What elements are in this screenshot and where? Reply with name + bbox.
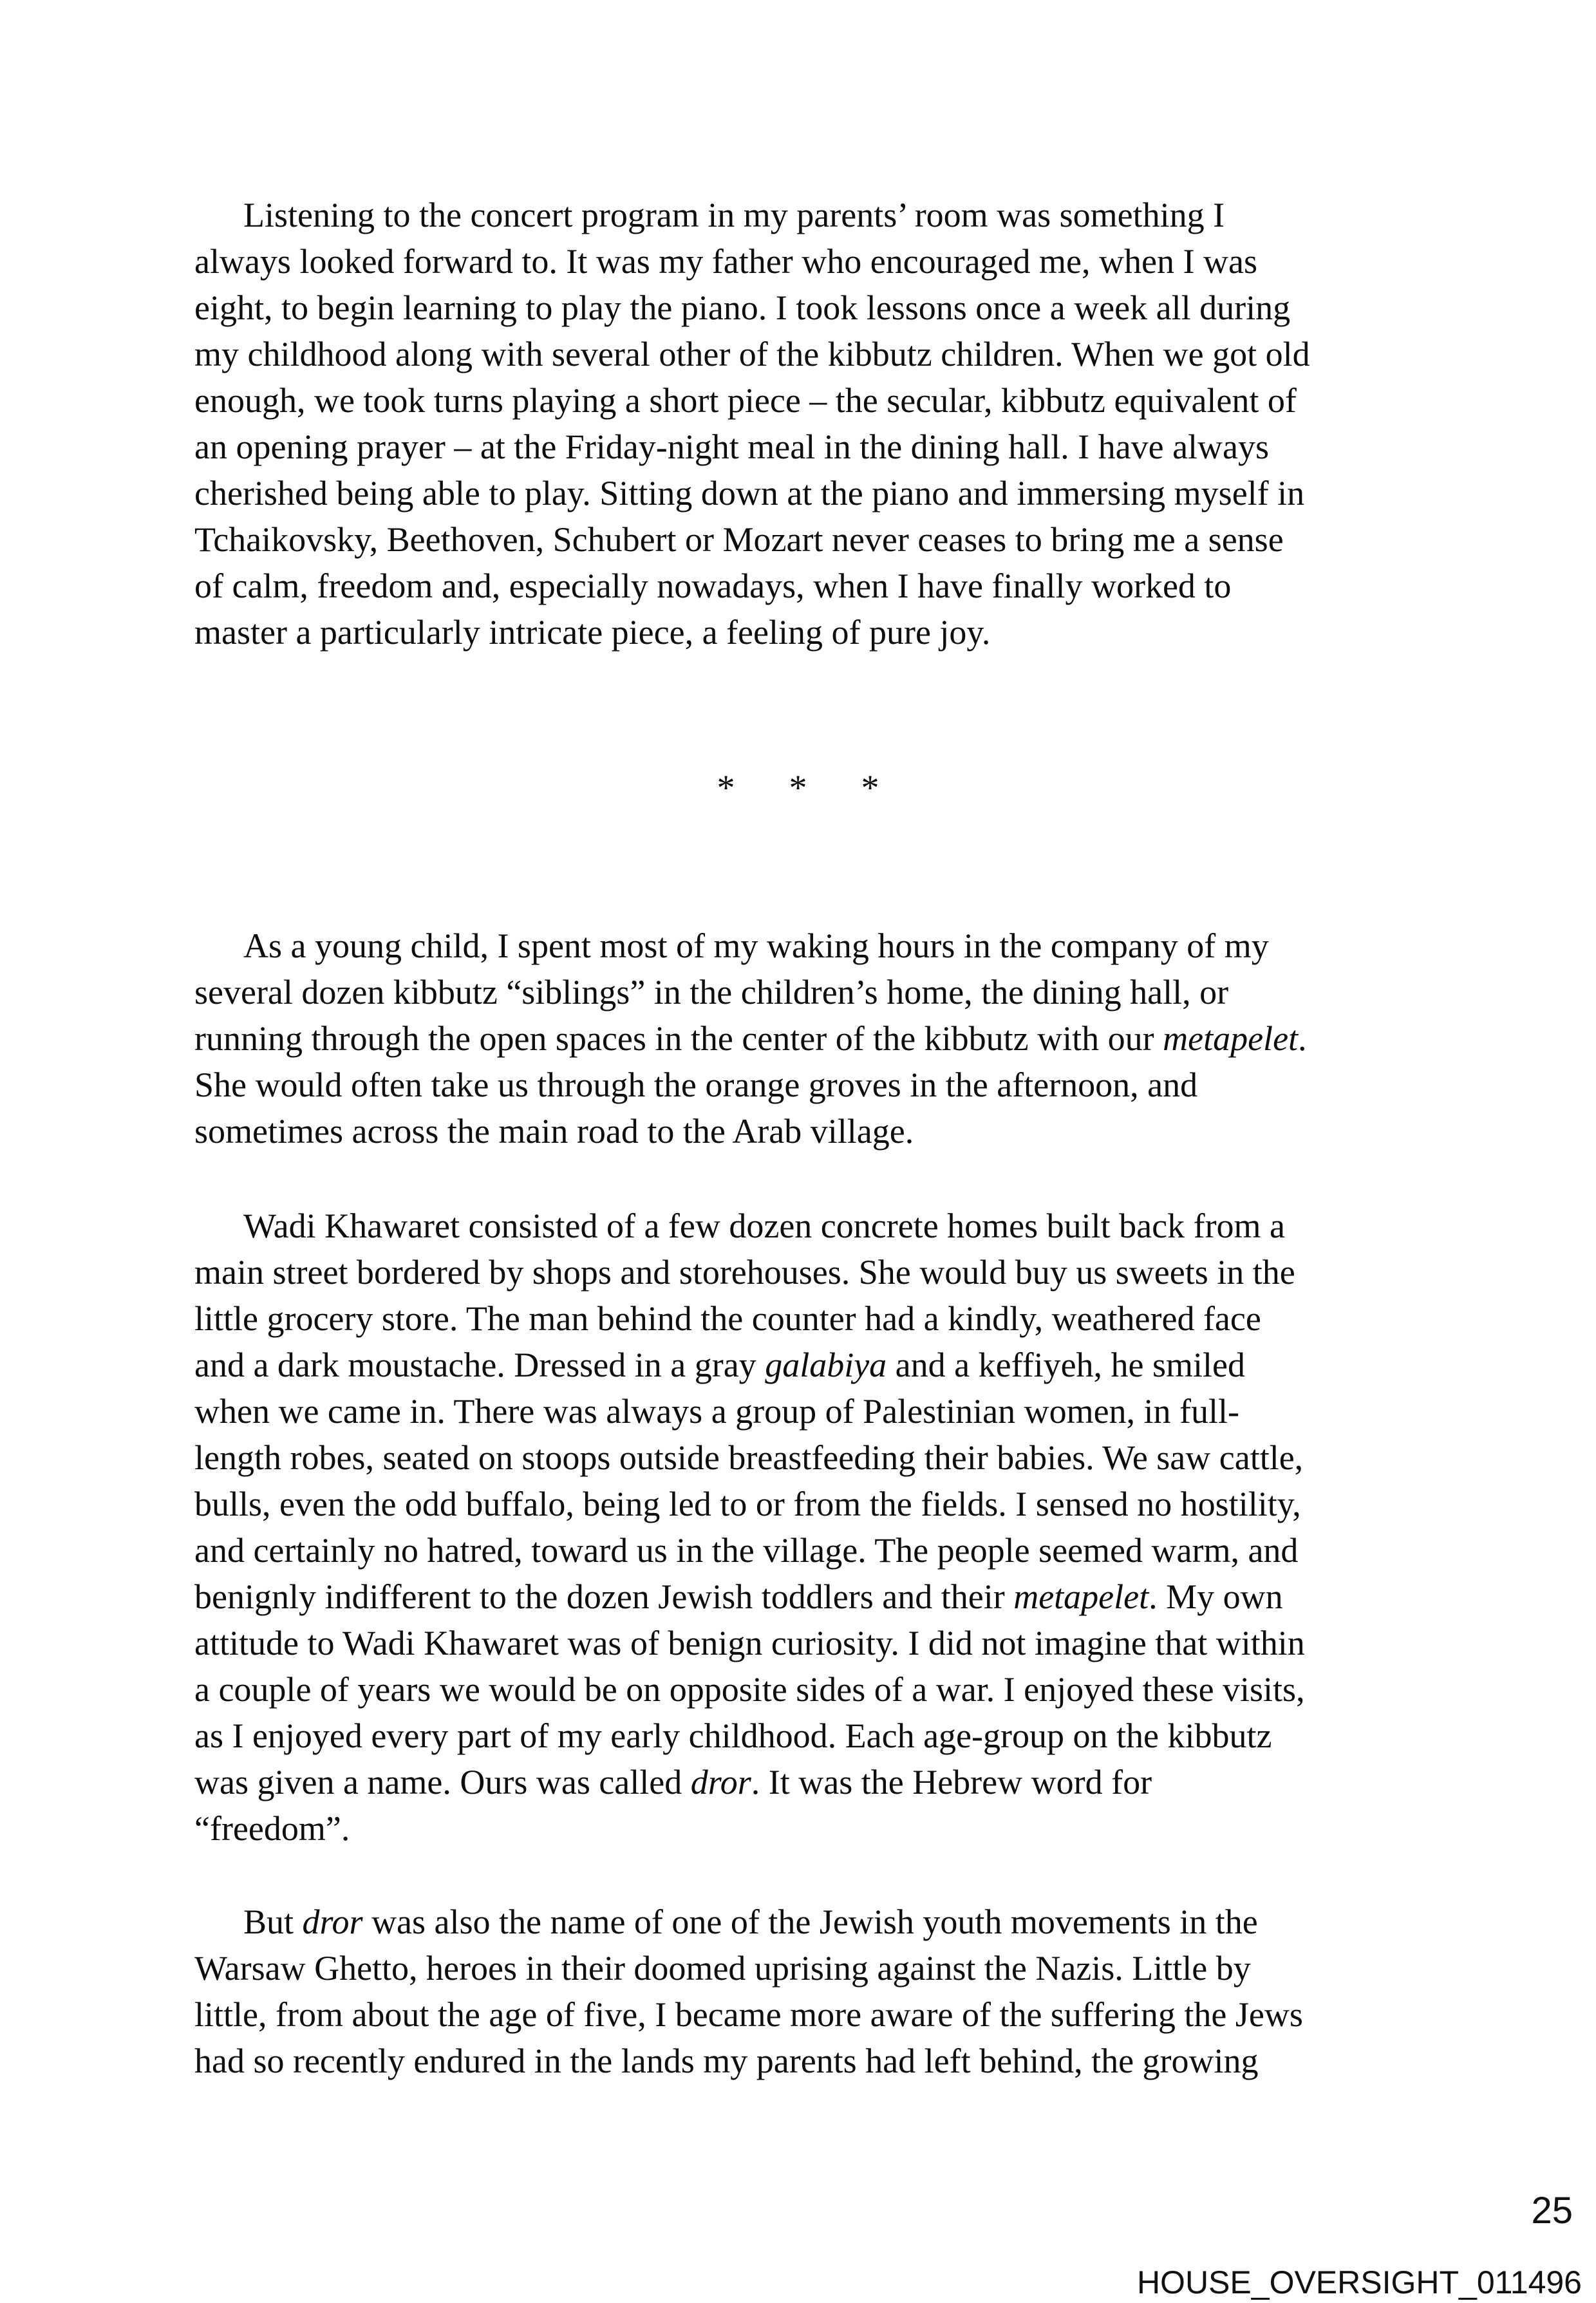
text-line: an opening prayer – at the Friday-night meal in the dining hall. I have always xyxy=(194,428,1270,466)
paragraph-dror-warsaw xyxy=(194,1899,1443,2084)
text-line: attitude to Wadi Khawaret was of benign curiosity. I did not imagine that within xyxy=(194,1624,1305,1662)
bates-stamp: HOUSE_OVERSIGHT_011496 xyxy=(1136,2264,1582,2300)
paragraph-young-child xyxy=(194,923,1443,1154)
text-line: She would often take us through the orange groves in the afternoon, and xyxy=(194,1066,1198,1104)
text-line: “freedom”. xyxy=(194,1809,350,1848)
text-line: always looked forward to. It was my father who encouraged me, when I was xyxy=(194,242,1257,281)
text-line: when we came in. There was always a group of Palestinian women, in full- xyxy=(194,1392,1240,1431)
text-line: Listening to the concert program in my parents’ room was something I xyxy=(243,196,1225,234)
text-line: my childhood along with several other of the kibbutz children. When we got old xyxy=(194,335,1310,373)
text-line: Wadi Khawaret consisted of a few dozen concrete homes built back from a xyxy=(243,1207,1286,1245)
text-line: eight, to begin learning to play the piano. I took lessons once a week all during xyxy=(194,288,1291,327)
text-line: main street bordered by shops and storehouses. She would buy us sweets in the xyxy=(194,1253,1295,1292)
text-line: several dozen kibbutz “siblings” in the children’s home, the dining hall, or xyxy=(194,973,1229,1011)
text-line: had so recently endured in the lands my parents had left behind, the growing xyxy=(194,2042,1259,2080)
text-line: as I enjoyed every part of my early childhood. Each age-group on the kibbutz xyxy=(194,1716,1272,1755)
text-line: little grocery store. The man behind the counter had a kindly, weathered face xyxy=(194,1299,1261,1338)
text-line: enough, we took turns playing a short piece – the secular, kibbutz equivalent of xyxy=(194,381,1297,420)
text-line: As a young child, I spent most of my waking hours in the company of my xyxy=(243,926,1269,965)
text-line: Warsaw Ghetto, heroes in their doomed uprising against the Nazis. Little by xyxy=(194,1949,1251,1988)
text-line: sometimes across the main road to the Arab village. xyxy=(194,1112,914,1151)
text-line: benignly indifferent to the dozen Jewish toddlers and their metapelet. My own xyxy=(194,1577,1283,1616)
text-line: of calm, freedom and, especially nowadays, when I have finally worked to xyxy=(194,567,1232,605)
section-separator-asterisks: * * * xyxy=(717,768,879,808)
text-line: bulls, even the odd buffalo, being led to or from the fields. I sensed no hostility, xyxy=(194,1485,1301,1523)
text-line: and certainly no hatred, toward us in the village. The people seemed warm, and xyxy=(194,1531,1299,1570)
paragraph-piano-lessons xyxy=(194,192,1443,655)
text-line: Tchaikovsky, Beethoven, Schubert or Mozart never ceases to bring me a sense xyxy=(194,520,1284,559)
paragraph-wadi-khawaret xyxy=(194,1203,1443,1852)
text-line: master a particularly intricate piece, a feeling of pure joy. xyxy=(194,613,991,652)
text-line: running through the open spaces in the center of the kibbutz with our metapelet. xyxy=(194,1019,1307,1058)
page-number: 25 xyxy=(1531,2190,1573,2232)
text-line: But dror was also the name of one of the Jewish youth movements in the xyxy=(243,1903,1258,1941)
text-line: a couple of years we would be on opposite sides of a war. I enjoyed these visits, xyxy=(194,1670,1305,1709)
text-line: was given a name. Ours was called dror. It was the Hebrew word for xyxy=(194,1763,1152,1801)
text-line: and a dark moustache. Dressed in a gray galabiya and a keffiyeh, he smiled xyxy=(194,1346,1245,1384)
text-line: cherished being able to play. Sitting down at the piano and immersing myself in xyxy=(194,474,1305,512)
text-line: length robes, seated on stoops outside breastfeeding their babies. We saw cattle, xyxy=(194,1438,1304,1477)
text-line: little, from about the age of five, I became more aware of the suffering the Jews xyxy=(194,1995,1303,2034)
